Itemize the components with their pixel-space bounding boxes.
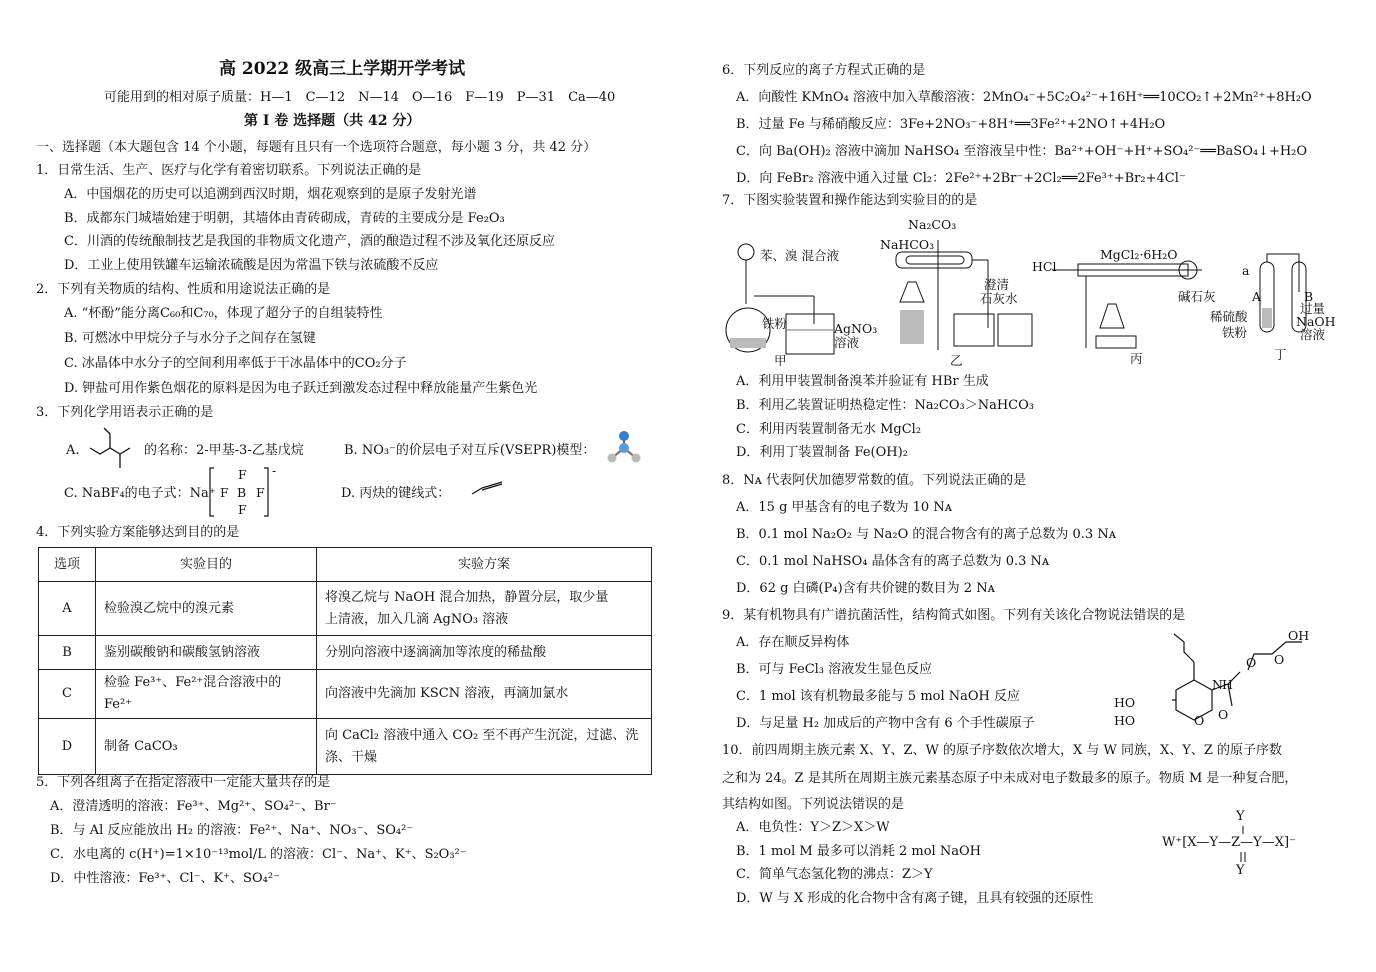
q5-option-a: A．澄清透明的溶液：Fe³⁺、Mg²⁺、SO₄²⁻、Br⁻ <box>50 799 337 814</box>
q3-stem: 3．下列化学用语表示正确的是 <box>36 405 214 420</box>
q10-option-d: D．W 与 X 形成的化合物中含有离子键，且具有较强的还原性 <box>736 891 1094 906</box>
bf4-center-b: B <box>237 485 247 500</box>
bing-label-hcl: HCl <box>1032 259 1057 274</box>
yi-label-nahco3: NaHCO₃ <box>880 237 935 252</box>
bf4-top-f: F <box>238 467 247 482</box>
q10-stem-1: 10．前四周期主族元素 X、Y、Z、W 的原子序数依次增大，X 与 W 同族，X、Y、Z 的原子序数 <box>722 743 1283 758</box>
table-cell: D <box>39 719 96 775</box>
q7-option-c: C．利用丙装置制备无水 MgCl₂ <box>736 422 922 437</box>
table-cell: 检验溴乙烷中的溴元素 <box>96 582 317 636</box>
q8-stem: 8．Nᴀ 代表阿伏加德罗常数的值。下列说法正确的是 <box>722 473 1027 488</box>
q7-option-a: A．利用甲装置制备溴苯并验证有 HBr 生成 <box>736 374 989 389</box>
bing-label-mgcl2: MgCl₂·6H₂O <box>1100 247 1178 262</box>
q1-stem: 1．日常生活、生产、医疗与化学有着密切联系。下列说法正确的是 <box>36 163 422 178</box>
q6-option-b: B．过量 Fe 与稀硝酸反应：3Fe+2NO₃⁻+8H⁺══3Fe²⁺+2NO↑+4H₂O <box>736 117 1166 132</box>
q5-option-d: D．中性溶液：Fe³⁺、Cl⁻、K⁺、SO₄²⁻ <box>50 871 280 886</box>
ding-label-naoh: NaOH <box>1296 314 1336 329</box>
ding-label-acid: 稀硫酸 <box>1210 309 1248 324</box>
atomic-masses: 可能用到的相对原子质量：H—1 C—12 N—14 O—16 F—19 P—31 Ca—40 <box>104 90 616 105</box>
q9-option-c: C．1 mol 该有机物最多能与 5 mol NaOH 反应 <box>736 689 1021 704</box>
q2-option-c: C. 冰晶体中水分子的空间利用率低于干冰晶体中的CO₂分子 <box>64 356 407 371</box>
skeletal-formula-diagram <box>88 428 140 472</box>
ding-label-solution: 溶液 <box>1300 327 1326 342</box>
table-row <box>39 582 652 636</box>
table-header-plan: 实验方案 <box>317 548 652 582</box>
q10-option-b: B．1 mol M 最多可以消耗 2 mol NaOH <box>736 844 981 859</box>
table-row <box>39 636 652 670</box>
table-cell: C <box>39 670 96 719</box>
ding-label-excess: 过量 <box>1300 301 1326 316</box>
table-row <box>39 670 652 719</box>
q5-option-b: B．与 Al 反应能放出 H₂ 的溶液：Fe²⁺、Na⁺、NO₃⁻、SO₄²⁻ <box>50 823 414 838</box>
q10-stem-2: 之和为 24。Z 是其所在周期主族元素基态原子中未成对电子数最多的原子。物质 M 是一种复合肥， <box>722 771 1298 786</box>
q4-table <box>38 547 652 775</box>
q2-stem: 2．下列有关物质的结构、性质和用途说法正确的是 <box>36 282 331 297</box>
q6-option-a: A．向酸性 KMnO₄ 溶液中加入草酸溶液：2MnO₄⁻+5C₂O₄²⁻+16H⁺══10CO₂↑+2Mn²⁺+8H₂O <box>736 90 1312 105</box>
q2-option-b: B. 可燃冰中甲烷分子与水分子之间存在氢键 <box>64 331 316 346</box>
yi-label-clear: 澄清 <box>984 277 1010 292</box>
ding-label-iron: 铁粉 <box>1222 325 1248 340</box>
bf4-charge: - <box>272 463 277 478</box>
q10-option-c: C．简单气态氢化物的沸点：Z＞Y <box>736 867 933 882</box>
q1-option-d: D．工业上使用铁罐车运输浓硫酸是因为常温下铁与浓硫酸不反应 <box>64 258 439 273</box>
jia-label-mixture: 苯、溴 混合液 <box>760 248 839 263</box>
q9-option-a: A．存在顺反异构体 <box>736 635 850 650</box>
q1-option-b: B．成都东门城墙始建于明朝，其墙体由青砖砌成，青砖的主要成分是 Fe₂O₃ <box>64 211 505 226</box>
q9-option-d: D．与足量 H₂ 加成后的产物中含有 6 个手性碳原子 <box>736 716 1035 731</box>
table-cell: 制备 CaCO₃ <box>96 719 317 775</box>
jia-label-solution: 溶液 <box>834 335 860 350</box>
q3-option-d: D. 丙炔的键线式： <box>341 486 451 501</box>
q7-option-b: B．利用乙装置证明热稳定性：Na₂CO₃＞NaHCO₃ <box>736 398 1034 413</box>
yi-label-limewater: 石灰水 <box>980 291 1018 306</box>
struct-nh-h: H <box>1222 677 1233 692</box>
q2-option-a: A. “杯酚”能分离C₆₀和C₇₀，体现了超分子的自组装特性 <box>64 306 383 321</box>
table-cell: 检验 Fe³⁺、Fe²⁺混合溶液中的 Fe²⁺ <box>96 670 317 719</box>
table-cell: B <box>39 636 96 670</box>
bf4-bottom-f: F <box>238 502 247 517</box>
struct-o2: O <box>1246 655 1257 670</box>
q5-stem: 5．下列各组离子在指定溶液中一定能大量共存的是 <box>36 775 331 790</box>
bf4-left-f: F <box>220 485 229 500</box>
q8-option-d: D．62 g 白磷(P₄)含有共价键的数目为 2 Nᴀ <box>736 581 995 596</box>
yi-caption: 乙 <box>950 353 963 368</box>
struct-o1: O <box>1274 652 1285 667</box>
m-structure-bottom-y: Y <box>1236 863 1245 878</box>
q3-option-a: 的名称：2-甲基-3-乙基戊烷 <box>144 443 304 458</box>
q3-option-b: B. NO₃⁻的价层电子对互斥(VSEPR)模型： <box>344 443 596 458</box>
table-cell: 向 CaCl₂ 溶液中通入 CO₂ 至不再产生沉淀，过滤、洗 涤、干燥 <box>317 719 652 775</box>
propyne-line-formula <box>470 480 506 498</box>
q3-option-a-label: A. <box>66 443 80 458</box>
m-structure-main: W⁺[X—Y—Z—Y—X]⁻ <box>1162 835 1296 850</box>
table-cell: 向溶液中先滴加 KSCN 溶液，再滴加氯水 <box>317 670 652 719</box>
q9-stem: 9．某有机物具有广谱抗菌活性，结构简式如图。下列有关该化合物说法错误的是 <box>722 608 1186 623</box>
q5-option-c: C．水电离的 c(H⁺)=1×10⁻¹³mol/L 的溶液：Cl⁻、Na⁺、K⁺、S₂O₃²⁻ <box>50 847 467 862</box>
q4-stem: 4．下列实验方案能够达到目的的是 <box>36 525 240 540</box>
q10-stem-3: 其结构如图。下列说法错误的是 <box>722 797 905 812</box>
q10-option-a: A．电负性：Y＞Z＞X＞W <box>736 820 890 835</box>
q7-stem: 7．下图实验装置和操作能达到实验目的的是 <box>722 193 978 208</box>
jia-caption: 甲 <box>774 353 787 368</box>
bf4-right-f: F <box>256 485 265 500</box>
struct-oh: OH <box>1288 628 1310 643</box>
q7-option-d: D．利用丁装置制备 Fe(OH)₂ <box>736 445 908 460</box>
table-cell: 分别向溶液中逐滴滴加等浓度的稀盐酸 <box>317 636 652 670</box>
q2-option-d: D. 钾盐可用作紫色烟花的原料是因为电子跃迁到激发态过程中释放能量产生紫色光 <box>64 381 538 396</box>
ding-label-B: B <box>1304 289 1314 304</box>
section-title: 第 Ⅰ 卷 选择题（共 42 分） <box>244 113 421 129</box>
table-row <box>39 719 652 775</box>
q9-option-b: B．可与 FeCl₃ 溶液发生显色反应 <box>736 662 933 677</box>
struct-ho2: HO <box>1114 713 1136 728</box>
struct-o3: O <box>1194 713 1205 728</box>
q1-option-c: C．川酒的传统酿制技艺是我国的非物质文化遗产，酒的酿造过程不涉及氧化还原反应 <box>64 234 555 249</box>
bing-label-sodalime: 碱石灰 <box>1178 289 1216 304</box>
ding-label-A: A <box>1252 289 1262 304</box>
jia-label-iron: 铁粉 <box>762 316 788 331</box>
exam-title: 高 2022 级高三上学期开学考试 <box>219 59 466 79</box>
table-cell: 鉴别碳酸钠和碳酸氢钠溶液 <box>96 636 317 670</box>
struct-o4: O <box>1218 707 1229 722</box>
vsepr-model-icon <box>606 430 642 466</box>
yi-label-na2co3: Na₂CO₃ <box>908 217 957 232</box>
q3-option-c: C. NaBF₄的电子式：Na⁺ <box>64 486 216 501</box>
ding-label-a: a <box>1242 263 1250 278</box>
m-structure-top-y: Y <box>1236 809 1245 824</box>
organic-structure-diagram <box>1136 630 1336 740</box>
q8-option-a: A．15 g 甲基含有的电子数为 10 Nᴀ <box>736 500 953 515</box>
q6-stem: 6．下列反应的离子方程式正确的是 <box>722 63 926 78</box>
table-cell: A <box>39 582 96 636</box>
q6-option-c: C．向 Ba(OH)₂ 溶液中滴加 NaHSO₄ 至溶液呈中性：Ba²⁺+OH⁻+H⁺+SO₄²⁻══BaSO₄↓+H₂O <box>736 144 1308 159</box>
instructions: 一、选择题（本大题包含 14 个小题，每题有且只有一个选项符合题意，每小题 3 分，共 42 分） <box>36 140 597 155</box>
q6-option-d: D．向 FeBr₂ 溶液中通入过量 Cl₂：2Fe²⁺+2Br⁻+2Cl₂══2Fe³⁺+Br₂+4Cl⁻ <box>736 171 1186 186</box>
struct-ho1: HO <box>1114 695 1136 710</box>
table-header-option: 选项 <box>39 548 96 582</box>
q1-option-a: A．中国烟花的历史可以追溯到西汉时期，烟花观察到的是原子发射光谱 <box>64 187 477 202</box>
table-cell: 将溴乙烷与 NaOH 混合加热，静置分层，取少量 上清液，加入几滴 AgNO₃ 溶液 <box>317 582 652 636</box>
jia-label-agno3: AgNO₃ <box>834 321 878 336</box>
ding-caption: 丁 <box>1274 347 1287 362</box>
bing-caption: 丙 <box>1130 351 1143 366</box>
struct-n: N <box>1212 677 1223 692</box>
table-header-purpose: 实验目的 <box>96 548 317 582</box>
q8-option-b: B．0.1 mol Na₂O₂ 与 Na₂O 的混合物含有的离子总数为 0.3 Nᴀ <box>736 527 1117 542</box>
q8-option-c: C．0.1 mol NaHSO₄ 晶体含有的离子总数为 0.3 Nᴀ <box>736 554 1050 569</box>
